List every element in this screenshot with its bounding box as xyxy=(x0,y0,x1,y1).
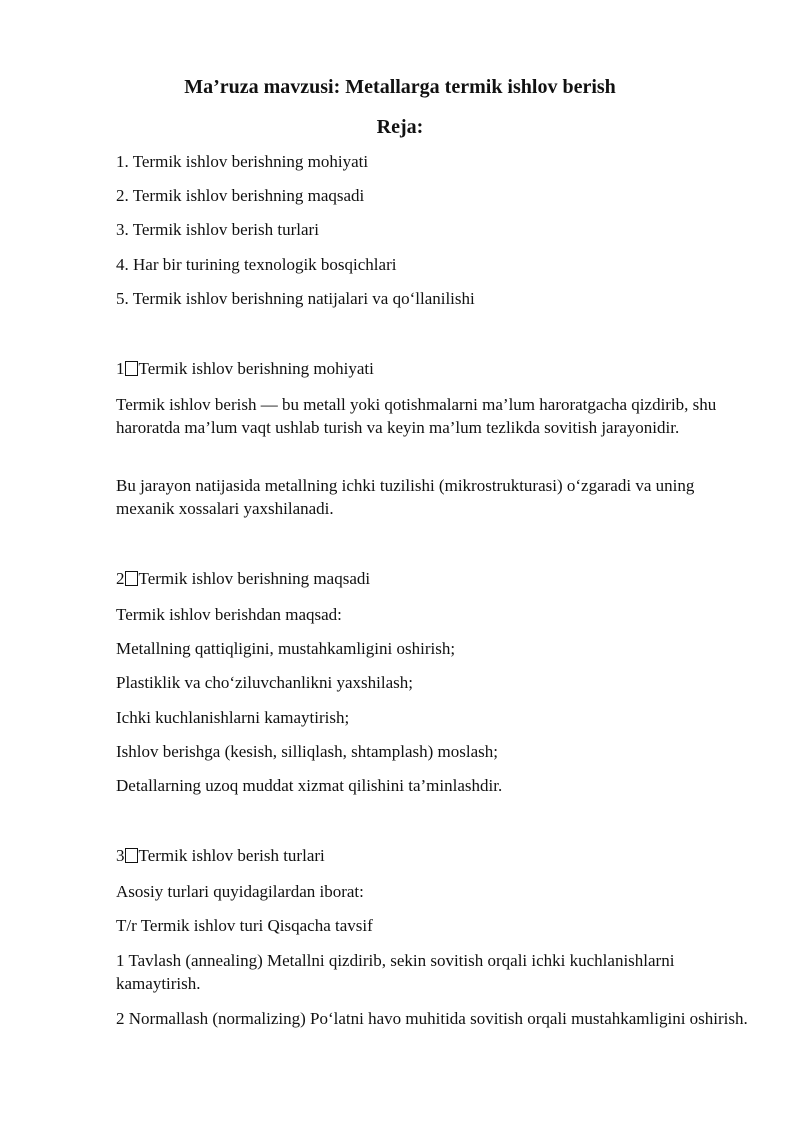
section-number: 3 xyxy=(116,846,125,865)
section-number: 1 xyxy=(116,359,125,378)
section-heading-text: Termik ishlov berishning mohiyati xyxy=(138,359,374,378)
section-heading-text: Termik ishlov berish turlari xyxy=(138,846,325,865)
section-heading-text: Termik ishlov berishning maqsadi xyxy=(138,569,371,588)
section-1-paragraph: Bu jarayon natijasida metallning ichki tuzilishi (mikrostrukturasi) o‘zgaradi va uning mexanik xossalari yaxshilanadi. xyxy=(116,476,695,518)
section-1-paragraph: Termik ishlov berish — bu metall yoki qotishmalarni ma’lum haroratgacha qizdirib, shu haroratda ma’lum vaqt ushlab turish va keyin ma’lum tezlikda sovitish jarayonidir. xyxy=(116,395,717,437)
document-title: Ma’ruza mavzusi: Metallarga termik ishlov berish xyxy=(184,76,616,98)
section-2-heading xyxy=(116,567,756,590)
missing-glyph-icon xyxy=(125,361,138,376)
missing-glyph-icon xyxy=(125,848,138,863)
table-header: T/r Termik ishlov turi Qisqacha tavsif xyxy=(116,916,373,935)
plan-item: 3. Termik ishlov berish turlari xyxy=(116,220,319,239)
plan-item: 4. Har bir turining texnologik bosqichlari xyxy=(116,255,397,274)
plan-item: 5. Termik ishlov berishning natijalari va qo‘llanilishi xyxy=(116,289,475,308)
section-2-line: Ishlov berishga (kesish, silliqlash, shtamplash) moslash; xyxy=(116,742,498,761)
section-2-line: Plastiklik va cho‘ziluvchanlikni yaxshilash; xyxy=(116,673,413,692)
section-2-line: Ichki kuchlanishlarni kamaytirish; xyxy=(116,708,350,727)
missing-glyph-icon xyxy=(125,571,138,586)
plan-item: 2. Termik ishlov berishning maqsadi xyxy=(116,186,365,205)
section-3-intro: Asosiy turlari quyidagilardan iborat: xyxy=(116,882,364,901)
section-1-heading xyxy=(116,357,756,380)
table-row: 1 Tavlash (annealing) Metallni qizdirib, sekin sovitish orqali ichki kuchlanishlarni kamaytirish. xyxy=(116,951,675,993)
section-3-heading xyxy=(116,844,756,867)
section-2-line: Metallning qattiqligini, mustahkamligini oshirish; xyxy=(116,639,456,658)
table-row: 2 Normallash (normalizing) Po‘latni havo muhitida sovitish orqali mustahkamligini oshirish. xyxy=(116,1009,748,1028)
section-number: 2 xyxy=(116,569,125,588)
plan-item: 1. Termik ishlov berishning mohiyati xyxy=(116,152,369,171)
section-2-line: Detallarning uzoq muddat xizmat qilishini ta’minlashdir. xyxy=(116,776,503,795)
section-2-line: Termik ishlov berishdan maqsad: xyxy=(116,605,342,624)
plan-heading: Reja: xyxy=(376,116,424,138)
